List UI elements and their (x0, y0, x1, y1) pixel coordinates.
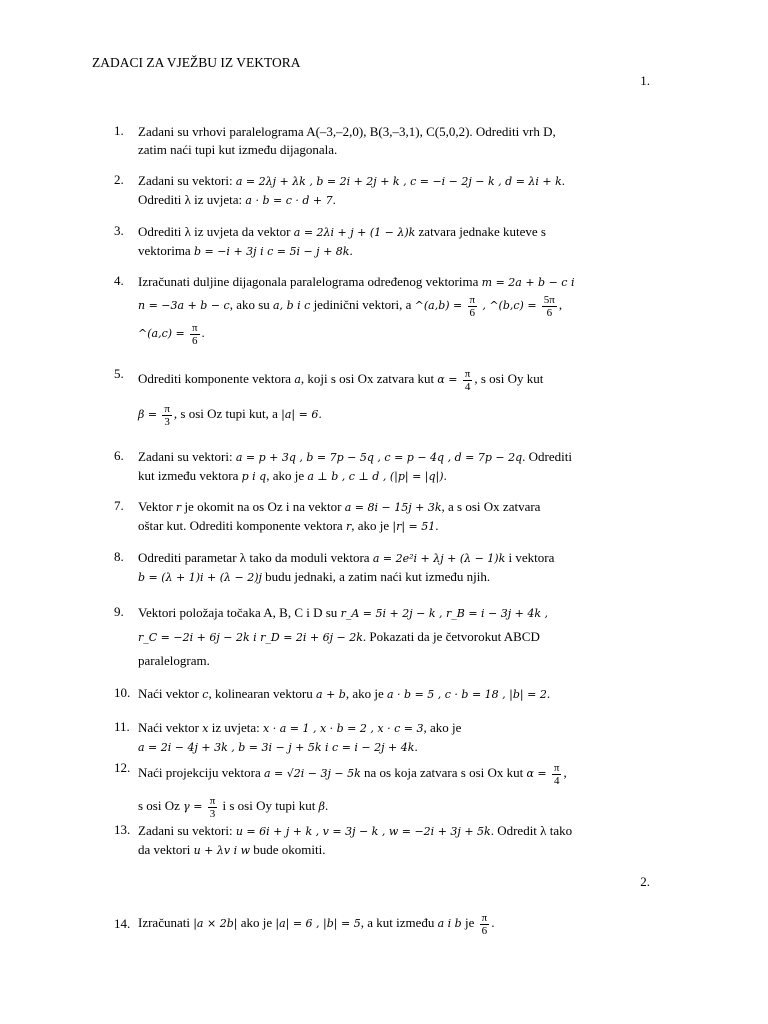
problem-text: Odrediti parametar λ tako da moduli vektora (138, 550, 370, 565)
fraction-denominator: 3 (164, 415, 170, 428)
problem-text: , ako je (351, 518, 390, 533)
problem-7 (114, 498, 654, 535)
problem-text: paralelogram. (138, 653, 210, 668)
formula: α = (526, 767, 547, 780)
fraction-numerator: π (481, 911, 488, 924)
problem-12 (114, 760, 654, 820)
formula: c (202, 688, 209, 701)
problem-text: Naći vektor (138, 720, 200, 735)
problem-text: Vektor (138, 499, 173, 514)
problem-text: . (324, 798, 329, 813)
fraction (463, 368, 473, 393)
problem-text: s osi Oz (138, 798, 180, 813)
problem-text: , s osi Oy kut (474, 371, 544, 386)
fraction-denominator: 4 (553, 774, 560, 787)
problem-number: 13. (114, 822, 131, 837)
problem-text: . (561, 173, 566, 188)
problem-text: Izračunati duljine dijagonala paralelograma određenog vektorima (138, 274, 479, 289)
fraction (542, 294, 557, 319)
formula: |a| = 6. (281, 408, 322, 421)
problem-text: . (491, 915, 495, 930)
problem-10 (114, 685, 654, 703)
problem-text: . (546, 686, 551, 701)
problem-text: Odrediti λ iz uvjeta da vektor (138, 224, 291, 239)
problem-text: , s osi Oz tupi kut, a (173, 406, 278, 421)
formula: b = −i + 3j i c = 5i − j + 8k (193, 245, 350, 258)
fraction-numerator: π (191, 321, 198, 334)
problem-text: , ako je (345, 686, 384, 701)
problem-number: 1. (114, 123, 124, 138)
problem-number: 12. (114, 760, 131, 775)
fraction-denominator: 6 (469, 306, 476, 319)
problem-text: . (435, 518, 439, 533)
problem-text: kut između vektora (138, 468, 239, 483)
formula: a, b i c (273, 299, 311, 312)
page-title: ZADACI ZA VJEŽBU IZ VEKTORA (92, 55, 301, 70)
fraction (162, 403, 172, 428)
formula: u = 6i + j + k , v = 3j − k , w = −2i + 3j + 5k (235, 825, 491, 838)
formula: a + b (316, 688, 346, 701)
formula: r (345, 520, 352, 533)
problem-text: i s osi Oy tupi kut (222, 798, 316, 813)
formula: a = p + 3q , b = 7p − 5q , c = p − 4q , d = 7p − 2q (235, 451, 523, 464)
problem-number: 14. (114, 916, 131, 931)
problem-text: jedinični vektori, a (313, 297, 412, 312)
problem-text: i vektora (508, 550, 555, 565)
problem-number: 8. (114, 549, 124, 564)
problem-text: , a s osi Ox zatvara (441, 499, 541, 514)
fraction-denominator: 3 (209, 807, 216, 820)
formula: n = −3a + b − c (138, 299, 230, 312)
problem-text: oštar kut. Odrediti komponente vektora (138, 518, 343, 533)
problem-text: Zadani su vektori: (138, 173, 233, 188)
formula: a · b = c · d + 7 (245, 194, 333, 207)
fraction-numerator: π (464, 367, 471, 380)
problem-text: . Pokazati da je četvorokut ABCD (362, 629, 540, 644)
problem-6 (114, 448, 654, 485)
formula: p i q (241, 470, 267, 483)
fraction-numerator: π (209, 794, 216, 807)
problem-text: Izračunati (138, 915, 190, 930)
fraction (190, 322, 200, 347)
problem-text: da vektori (138, 842, 191, 857)
problem-number: 2. (114, 172, 124, 187)
formula: a ⊥ b , c ⊥ d , (|p| = |q|). (307, 470, 448, 483)
problem-text: , koji s osi Ox zatvara kut (300, 371, 435, 386)
problem-text: je (464, 915, 475, 930)
fraction (208, 795, 218, 820)
formula: r_C = −2i + 6j − 2k i r_D = 2i + 6j − 2k (138, 631, 363, 644)
fraction-numerator: π (553, 761, 560, 774)
problem-text: . (332, 192, 336, 207)
problem-4: 4. Izračunati duljine dijagonala paralelograma određenog vektorima m = 2a + b − c i n = −3a + b − c, ako su a, b i c jedinični vektori, a ^(a,b) = $\frac{\pi}{6}$ , ^(b,c) = $\frac{5\pi}{6}$ , ^(a,c) = $\frac{\pi}{6}$ . (114, 273, 575, 347)
formula: a (294, 373, 301, 386)
problem-number: 4. (114, 273, 124, 288)
problem-text: Odrediti λ iz uvjeta: (138, 192, 243, 207)
formula: b = (λ + 1)i + (λ − 2)j (138, 571, 262, 584)
fraction-denominator: 6 (546, 306, 553, 319)
fraction (552, 762, 562, 787)
formula: u + λv i w (193, 844, 251, 857)
problem-text: . Odredit λ tako (490, 823, 573, 838)
problem-text: budu jednaki, a zatim naći kut između njih. (265, 569, 491, 584)
problem-13 (114, 822, 654, 859)
problem-3 (114, 223, 654, 260)
problem-14 (114, 910, 654, 937)
fraction-numerator: 5π (543, 293, 555, 306)
formula: |a × 2b| (193, 917, 238, 930)
problem-text: Zadani su vektori: (138, 449, 233, 464)
problem-number: 10. (114, 685, 131, 700)
page-number: 2. (640, 874, 650, 889)
problem-1 (114, 123, 654, 158)
problem-text: zatvara jednake kuteve s (418, 224, 546, 239)
fraction-denominator: 6 (192, 334, 198, 347)
problem-text: Vektori položaja točaka A, B, C i D su (138, 605, 338, 620)
formula: ^(a,b) = (414, 299, 463, 312)
problem-text: , kolinearan vektoru (208, 686, 313, 701)
problem-text: Zadani su vrhovi paralelograma A(–3,–2,0), B(3,–3,1), C(5,0,2). Odrediti vrh D, (138, 124, 556, 139)
problem-text: , ako su (229, 297, 270, 312)
formula: β = (138, 408, 158, 421)
problem-text: , (563, 765, 567, 780)
problem-8 (114, 549, 654, 586)
problem-number: 11. (114, 719, 130, 734)
problem-text: , ako je (266, 468, 305, 483)
formula: γ = (183, 800, 203, 813)
problem-number: 6. (114, 448, 124, 463)
formula: |a| = 6 , |b| = 5 (275, 917, 361, 930)
problem-text: , a kut između (360, 915, 435, 930)
formula: a = 2i − 4j + 3k , b = 3i − j + 5k i c = i − 2j + 4k (138, 741, 415, 754)
formula: x (202, 722, 209, 735)
formula: r_A = 5i + 2j − k , r_B = i − 3j + 4k , (340, 607, 549, 620)
formula: m = 2a + b − c i (481, 276, 575, 289)
problem-2 (114, 172, 654, 209)
formula: a = √2i − 3j − 5k (263, 767, 361, 780)
page-number: 1. (640, 73, 650, 88)
problem-text: je okomit na os Oz i na vektor (184, 499, 342, 514)
problem-text: . (414, 739, 418, 754)
problem-text: ako je (240, 915, 273, 930)
problem-11 (114, 719, 654, 756)
problem-number: 5. (114, 366, 124, 381)
formula: α = (437, 373, 458, 386)
problem-text: . Odrediti (522, 449, 572, 464)
problem-text: Naći vektor (138, 686, 200, 701)
problem-text: iz uvjeta: (211, 720, 260, 735)
fraction-numerator: π (164, 402, 170, 415)
formula: a = 8i − 15j + 3k (344, 501, 442, 514)
problem-number: 7. (114, 498, 124, 513)
problem-text: Zadani su vektori: (138, 823, 233, 838)
problem-text: bude okomiti. (253, 842, 326, 857)
formula: |r| = 51 (392, 520, 436, 533)
formula: a = 2e²i + λj + (λ − 1)k (372, 552, 506, 565)
problem-text: Odrediti komponente vektora (138, 371, 292, 386)
formula: ^(a,c) = (138, 327, 185, 340)
fraction-denominator: 4 (464, 380, 471, 393)
problem-5 (114, 366, 654, 428)
fraction (480, 912, 490, 937)
formula: β (318, 800, 325, 813)
problem-text: na os koja zatvara s osi Ox kut (364, 765, 524, 780)
fraction (468, 294, 478, 319)
formula: a · b = 5 , c · b = 18 , |b| = 2 (386, 688, 547, 701)
problem-number: 9. (114, 604, 124, 619)
formula: r (175, 501, 182, 514)
fraction-numerator: π (469, 293, 476, 306)
formula: , ^(b,c) = (482, 299, 537, 312)
problem-text: . (349, 243, 353, 258)
problem-text: vektorima (138, 243, 191, 258)
formula: x · a = 1 , x · b = 2 , x · c = 3 (263, 722, 424, 735)
problem-text: Naći projekciju vektora (138, 765, 261, 780)
problem-number: 3. (114, 223, 124, 238)
problem-text: , ako je (423, 720, 462, 735)
problem-text: zatim naći tupi kut između dijagonala. (138, 142, 338, 157)
fraction-denominator: 6 (481, 924, 488, 937)
problem-9 (114, 604, 654, 669)
formula: a = 2λj + λk , b = 2i + 2j + k , c = −i − 2j − k , d = λi + k (235, 175, 562, 188)
formula: a = 2λi + j + (1 − λ)k (293, 226, 416, 239)
formula: a i b (437, 917, 462, 930)
